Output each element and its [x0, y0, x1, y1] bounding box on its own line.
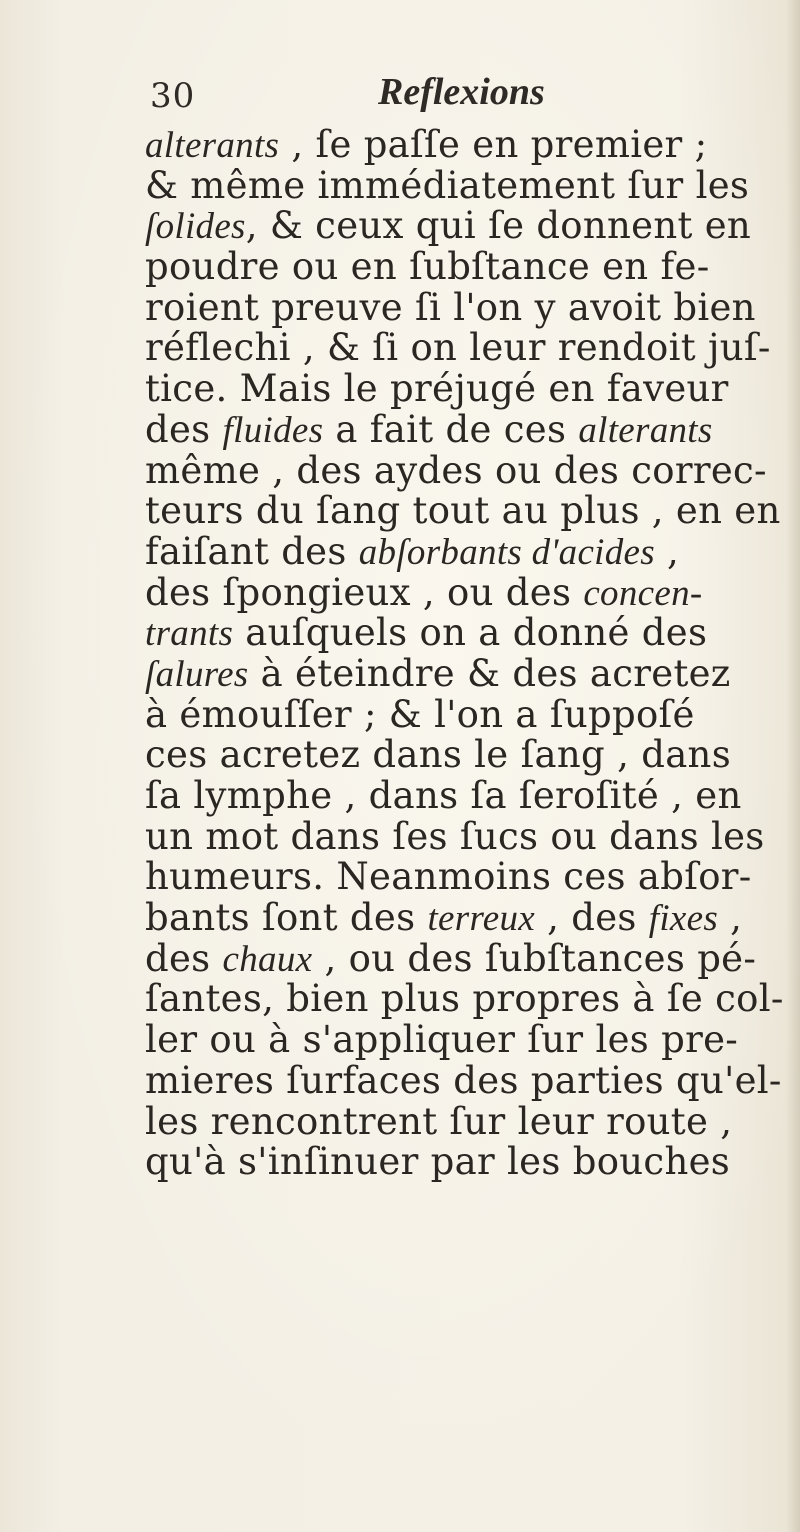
text-line — [145, 1020, 800, 1061]
text-segment: roient preuve ſi l'on y avoit bien — [145, 285, 756, 329]
text-line — [145, 1058, 800, 1102]
text-line — [145, 491, 800, 532]
text-line — [145, 328, 800, 369]
text-segment: tice. Mais le préjugé en faveur — [145, 367, 729, 411]
text-line — [145, 369, 800, 410]
body-text — [145, 125, 800, 1183]
page-header — [150, 68, 770, 128]
text-line — [145, 448, 800, 492]
italic-text-segment: abſorbants d'acides — [358, 531, 655, 573]
italic-text-segment: trants — [145, 613, 234, 655]
text-line — [145, 692, 800, 736]
text-segment: un mot dans ſes ſucs ou dans les — [145, 814, 765, 858]
text-line — [145, 285, 800, 329]
text-segment: , ſe paſſe en premier ; — [279, 123, 708, 166]
text-line — [145, 570, 800, 614]
page-number: 30 — [150, 76, 196, 116]
text-line — [145, 898, 800, 939]
italic-text-segment: fixes — [648, 898, 719, 940]
italic-text-segment: fluides — [222, 409, 324, 451]
text-line — [145, 651, 800, 695]
text-line — [145, 776, 800, 817]
italic-text-segment: ſolides — [145, 206, 246, 248]
running-head: Reflexions — [378, 71, 545, 113]
text-segment: auſquels on a donné des — [233, 611, 708, 655]
italic-text-segment: ſalures — [145, 653, 249, 695]
text-segment: des ſpongieux , ou des — [145, 570, 584, 614]
italic-text-segment: terreux — [427, 898, 536, 940]
text-segment: les rencontrent ſur leur route , — [145, 1099, 733, 1143]
text-segment: ſa lymphe , dans ſa ſeroſité , en — [145, 774, 742, 817]
italic-text-segment: chaux — [222, 938, 313, 980]
text-line — [145, 613, 800, 654]
text-line — [145, 407, 800, 451]
text-segment: des — [145, 936, 223, 980]
text-segment: ler ou à s'appliquer ſur les pre- — [145, 1018, 739, 1062]
text-segment: à éteindre & des acretez — [248, 651, 731, 695]
text-segment: , — [654, 529, 680, 573]
text-segment: a fait de ces — [323, 407, 579, 451]
text-segment: ces acretez dans le ſang , dans — [145, 733, 731, 777]
text-line — [145, 735, 800, 776]
text-segment: , des — [535, 896, 649, 940]
text-segment: qu'à s'inſinuer par les bouches — [145, 1140, 731, 1184]
text-line — [145, 163, 800, 207]
text-segment: teurs du ſang tout au plus , en en — [145, 489, 781, 533]
italic-text-segment: alterants — [578, 409, 713, 451]
text-line — [145, 857, 800, 898]
text-line — [145, 1099, 800, 1143]
text-segment: réflechi , & ſi on leur rendoit juſ- — [145, 326, 771, 370]
text-segment: humeurs. Neanmoins ces abſor- — [145, 855, 752, 899]
text-line — [145, 125, 800, 166]
text-segment: mieres ſurfaces des parties qu'el- — [145, 1058, 782, 1102]
text-line — [145, 247, 800, 288]
italic-text-segment: alterants — [145, 125, 280, 166]
text-segment: faiſant des — [145, 529, 359, 573]
text-segment: poudre ou en ſubſtance en fe- — [145, 245, 710, 289]
text-line — [145, 814, 800, 858]
text-segment: des — [145, 407, 223, 451]
italic-text-segment: concen- — [583, 572, 703, 614]
text-segment: ſantes, bien plus propres à ſe col- — [145, 977, 784, 1021]
text-segment: à émouſſer ; & l'on a ſuppoſé — [145, 692, 695, 736]
text-line — [145, 979, 800, 1020]
text-segment: , ou des ſubſtances pé- — [312, 936, 757, 980]
text-line — [145, 936, 800, 980]
text-segment: même , des aydes ou des correc- — [145, 448, 767, 492]
text-segment: , — [718, 896, 743, 940]
text-line — [145, 529, 800, 573]
text-segment: & même immédiatement ſur les — [145, 163, 750, 207]
text-segment: bants ſont des — [145, 896, 428, 940]
text-line — [145, 206, 800, 247]
text-segment: , & ceux qui ſe donnent en — [245, 204, 752, 248]
text-line — [145, 1142, 800, 1183]
